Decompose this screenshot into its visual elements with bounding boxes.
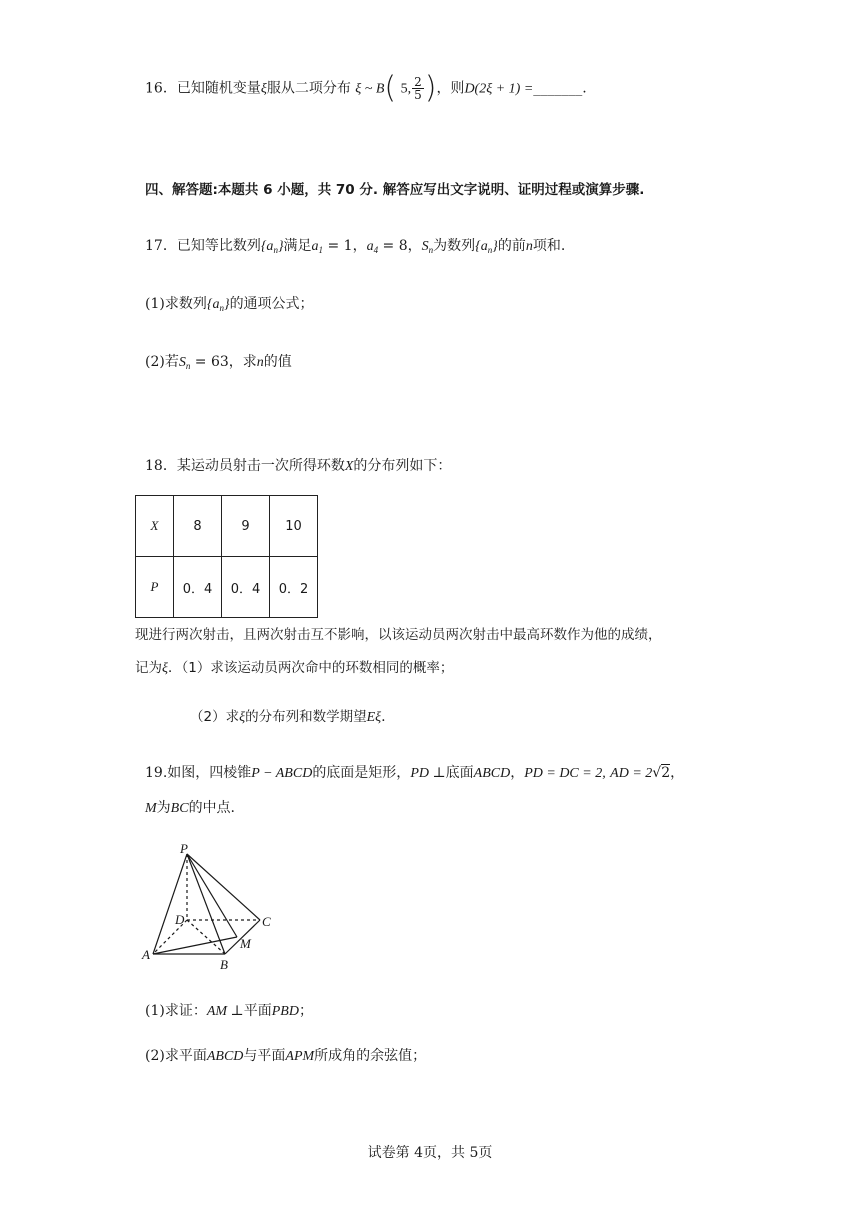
edge-pa (153, 854, 187, 954)
page-footer: 试卷第 4页，共 5页 (367, 1145, 493, 1161)
label-d: D (175, 912, 185, 927)
table-cell: 0．4 (174, 557, 222, 618)
q18-number: 18． (145, 458, 177, 474)
q18-text-b: 的分布列如下： (353, 458, 452, 474)
table-cell: X (136, 496, 174, 557)
q19-number: 19. (145, 765, 168, 781)
q19-perp: PD ⊥ (410, 766, 446, 781)
q17-a1: $a_1$ (311, 239, 324, 255)
q16-dist-n: 5, (400, 81, 412, 97)
q19-p1-plane: PBD (271, 1004, 299, 1019)
q17-p2-eq: = 63 (190, 354, 229, 370)
label-p: P (180, 841, 188, 856)
q16-fraction (412, 76, 424, 101)
q17-p2-sn: $S_n$ (178, 355, 191, 371)
q18-part2-c: . (381, 709, 386, 725)
q19-pyramid: P − ABCD (251, 766, 313, 781)
q18-para2-a: 记为 (135, 660, 162, 676)
q16-dist-lhs: ξ ~ B (355, 81, 385, 97)
q19-p2-plane2: APM (285, 1049, 315, 1064)
q17-number: 17． (145, 238, 177, 254)
q17-seq: $\{a_n\}$ (260, 239, 284, 255)
q18-part2-a: （2）求 (190, 709, 240, 725)
q19-p1-prefix: (1)求证： (145, 1003, 207, 1019)
q19-line2-b: 的中点. (188, 800, 236, 816)
q19-part-1 (145, 1001, 313, 1022)
q19-line2-a: 为 (156, 800, 171, 816)
q17-p2-prefix: (2)若 (145, 354, 179, 370)
q18-part-2 (190, 707, 386, 728)
edge-pb (187, 854, 225, 954)
q17-part-1 (145, 294, 314, 318)
q18-text: 某运动员射击一次所得环数 (176, 458, 345, 474)
q17-seq-2: $\{a_n\}$ (475, 239, 498, 255)
q16-blank: _______. (533, 80, 587, 97)
q16-frac-den: 5 (414, 88, 422, 102)
q18-part2-e: Eξ (366, 710, 382, 725)
q17-p1-seq: $\{a_n\}$ (206, 297, 230, 313)
q17-p2-mid: ，求 (228, 354, 257, 370)
label-m: M (240, 936, 251, 951)
q19-p1-expr: AM ⊥ (206, 1004, 244, 1019)
q18-part2-xi: ξ (239, 710, 246, 725)
pyramid-figure (140, 838, 280, 973)
distribution-table (135, 495, 318, 618)
q19-line-2 (145, 798, 235, 819)
question-17 (145, 236, 565, 260)
q19-p2-mid: 与平面 (243, 1048, 286, 1064)
q19-eq2: AD = 2 (610, 766, 653, 781)
q17-p2-suffix: 的值 (263, 354, 292, 370)
q17-text-e: 项和. (532, 238, 566, 254)
q19-p2-plane1: ABCD (206, 1049, 244, 1064)
q18-para-2 (135, 658, 453, 679)
q16-var-expr: D(2ξ + 1) = (464, 81, 534, 97)
q16-text-c: ，则 (436, 80, 465, 97)
q16-paren-open: ( (384, 70, 397, 106)
question-19 (145, 763, 684, 784)
table-cell: 8 (174, 496, 222, 557)
table-cell: 10 (270, 496, 318, 557)
q17-a4-val: = 8， (378, 238, 422, 254)
q17-text-c: 为数列 (433, 238, 476, 254)
q19-text-a: 如图，四棱锥 (167, 765, 252, 781)
table-cell: 0．4 (222, 557, 270, 618)
q19-p1-suffix: ； (298, 1003, 313, 1019)
q17-a4: $a_4$ (366, 239, 379, 255)
q18-part2-b: 的分布列和数学期望 (245, 709, 367, 725)
sqrt-icon: √ (652, 765, 662, 781)
q19-text-b: 的底面是矩形， (312, 765, 411, 781)
q19-text-e: ， (670, 765, 685, 781)
q17-text-d: 的前 (497, 238, 526, 254)
question-16 (145, 70, 587, 106)
q16-frac-num: 2 (414, 75, 422, 89)
table-row (136, 557, 318, 618)
section-4-heading: 四、解答题:本题共 6 小题，共 70 分. 解答应写出文字说明、证明过程或演算步骤. (145, 182, 645, 198)
table-cell: 9 (222, 496, 270, 557)
q18-para-1: 现进行两次射击，且两次射击互不影响，以该运动员两次射击中最高环数作为他的成绩， (135, 627, 662, 643)
q16-number: 16． (145, 80, 177, 97)
q19-eq1: PD = DC = 2, (524, 766, 606, 781)
table-row (136, 496, 318, 557)
q16-xi: ξ (260, 81, 267, 97)
q19-base: ABCD (473, 766, 511, 781)
q16-text-b: 服从二项分布 (266, 80, 351, 97)
q18-para2-b: ．（1）求该运动员两次命中的环数相同的概率； (168, 660, 454, 676)
q16-paren-close: ) (424, 70, 437, 106)
q19-p2-suffix: 所成角的余弦值； (314, 1048, 427, 1064)
edge-db (187, 920, 225, 954)
q19-p1-mid: 平面 (243, 1003, 272, 1019)
q19-bc: BC (170, 801, 189, 816)
q18-var: X (344, 459, 354, 474)
q18-para2-xi: ξ (162, 661, 168, 676)
q16-text-a: 已知随机变量 (176, 80, 261, 97)
label-a: A (142, 947, 150, 962)
q17-part-2 (145, 352, 292, 376)
label-c: C (262, 914, 271, 929)
q17-p2-n: n (256, 355, 264, 370)
q17-n: n (525, 239, 533, 254)
q19-m: M (145, 801, 157, 816)
q19-text-d: ， (510, 765, 525, 781)
q17-sn: $S_n$ (421, 239, 434, 255)
q17-text-a: 已知等比数列 (176, 238, 261, 254)
q17-a1-val: = 1， (323, 238, 367, 254)
table-cell: 0．2 (270, 557, 318, 618)
q19-p2-prefix: (2)求平面 (145, 1048, 207, 1064)
q19-part-2 (145, 1046, 426, 1067)
table-cell: P (136, 557, 174, 618)
question-18 (145, 456, 451, 477)
q17-p1-prefix: (1)求数列 (145, 296, 207, 312)
q17-p1-suffix: 的通项公式； (229, 296, 314, 312)
q17-text-b: 满足 (283, 238, 312, 254)
edge-pc (187, 854, 260, 920)
q19-sqrt-val: 2 (661, 765, 671, 781)
edge-pm (187, 854, 237, 937)
label-b: B (220, 957, 228, 972)
q19-text-c: 底面 (445, 765, 474, 781)
